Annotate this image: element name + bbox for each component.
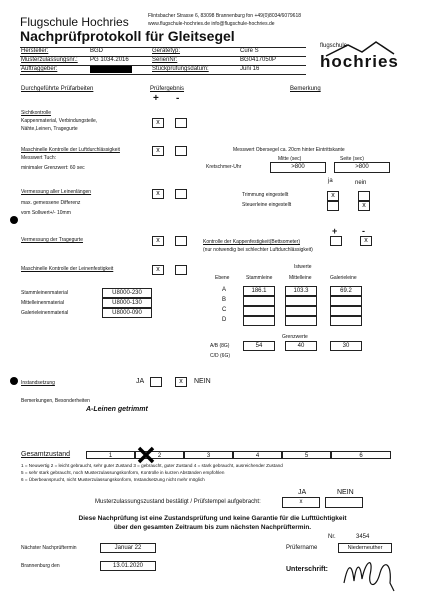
kappe-plus-sign: + [332, 226, 338, 236]
tragegurte-minus-checkbox[interactable] [175, 236, 187, 246]
obersegel-label: Messwert Obersegel ca. 20cm hinter Eintrittskante [233, 147, 345, 153]
vermessung-plus-checkbox[interactable]: x [152, 189, 164, 199]
cd-label: C/D (6G) [210, 353, 230, 359]
sicht-plus-checkbox[interactable]: x [152, 118, 164, 128]
unterschrift-label: Unterschrift: [286, 566, 329, 573]
row-label-d: D [222, 317, 227, 323]
minus-sign: - [176, 93, 180, 104]
contact-line: www.flugschule-hochries.de info@flugschule-hochries.de [148, 21, 275, 27]
hersteller-value: BGD [90, 48, 104, 54]
row-label-b: B [222, 297, 227, 303]
logo-top-text: flugschule [320, 43, 348, 49]
b-stamm-cell [243, 296, 275, 306]
mittel-header: Mittelleine [289, 275, 312, 281]
ort-value: 13.01.2020 [100, 561, 156, 571]
d-mittel-cell [285, 316, 317, 326]
instand-nein-checkbox[interactable]: x [175, 377, 187, 387]
serie-value: BG0417050P [240, 57, 277, 63]
bemerkungen-value: A-Leinen getrimmt [86, 406, 148, 413]
c-stamm-cell [243, 306, 275, 316]
legend-line2: 5 = sehr stark gebraucht, noch Musterzulassungskonform, Kontrolle in kurzen Abständen empfohlen [21, 470, 225, 475]
nein-label: nein [355, 180, 367, 186]
mitte-label: Mitte (sec) [278, 156, 302, 162]
serie-label: SerienNr: [152, 57, 178, 63]
plus-sign: + [153, 93, 159, 104]
rating-5[interactable]: 5 [282, 451, 331, 459]
istwerte-label: Istwerte [294, 264, 312, 270]
signature-icon [340, 553, 400, 593]
naechster-label: Nächster Nachprüftermin [21, 545, 77, 551]
instand-ja-label: JA [136, 378, 145, 385]
pruefer-label: Prüfername [286, 545, 318, 551]
muster-ja-label: JA [298, 489, 307, 496]
vermessung-line2: vom Sollwert+/- 10mm [21, 210, 71, 216]
a-galerie-cell: 69.2 [330, 286, 362, 296]
sicht-line2: Nähte,Leinen, Tragegurte [21, 126, 78, 132]
b-mittel-cell [285, 296, 317, 306]
logo-main-text: hochries [320, 52, 399, 71]
gz-value: PG 1034.2016 [90, 57, 129, 63]
galerie-header: Galerieleine [330, 275, 357, 281]
vermessung-minus-checkbox[interactable] [175, 189, 187, 199]
a-mittel-cell: 103.3 [285, 286, 317, 296]
seite-label: Seite (sec) [340, 156, 364, 162]
punch-hole-2 [10, 377, 18, 385]
gz-label: Musterzulassungsnr.: [21, 57, 78, 63]
kappe-note: (nur notwendig bei schlechter Luftdurchlässigkeit) [203, 247, 313, 253]
muster-nein-label: NEIN [337, 489, 354, 496]
steuer-label: Steuerleine eingestellt [242, 202, 292, 208]
datum-value: Juni 16 [240, 66, 260, 72]
kappe-title: Kontrolle der Kappenfestigkeit(Bettsometer) [203, 239, 300, 245]
brand-name: Flugschule Hochries [20, 15, 129, 29]
nr-label: Nr. [328, 534, 336, 540]
seite-value: >800 [334, 162, 390, 173]
galerie-material-label: Galerieleinenmaterial [21, 310, 69, 316]
luft-title: Maschinelle Kontrolle der Luftdurchlässigkeit [21, 147, 120, 153]
row-label-a: A [222, 287, 227, 293]
trimmung-ja-checkbox[interactable]: x [327, 191, 339, 201]
muster-label: Musterzulassungszustand bestätigt / Prüfstempel aufgebracht: [95, 499, 261, 505]
col-bemerkung: Bemerkung [290, 86, 321, 92]
luft-grenzwert: minimaler Grenzwert: 60 sec [21, 165, 85, 171]
ebene-header: Ebene [215, 275, 230, 281]
a-stamm-cell: 186.1 [243, 286, 275, 296]
rating-6[interactable]: 6 [331, 451, 391, 459]
instand-title: Instandsetzung [21, 380, 55, 386]
kappe-plus-checkbox[interactable] [330, 236, 342, 246]
uhr-label: Kretschmer-Uhr [206, 164, 242, 170]
disclaimer-line2: über den gesamten Zeitraum bis zum nächsten Nachprüftermin. [113, 524, 312, 531]
luft-plus-checkbox[interactable]: x [152, 146, 164, 156]
stamm-material-value: U8000-230 [102, 288, 152, 298]
mitte-value: >800 [270, 162, 326, 173]
vermessung-line1: max. gemessene Differenz [21, 200, 81, 206]
address: Flintsbacher Strasse 6, 83098 Brannenburg fon +49(0)8034/6079618 [148, 13, 302, 19]
instand-nein-label: NEIN [194, 378, 211, 385]
bemerkungen-label: Bemerkungen, Besonderheiten [21, 398, 90, 404]
tragegurte-title: Vermessung der Tragegurte [21, 237, 83, 243]
redacted-client [90, 66, 132, 73]
steuer-ja-checkbox[interactable] [327, 201, 339, 211]
tragegurte-plus-checkbox[interactable]: x [152, 236, 164, 246]
b-galerie-cell [330, 296, 362, 306]
mittel-material-value: U8000-130 [102, 298, 152, 308]
vermessung-title: Vermessung aller Leinenlängen [21, 189, 92, 195]
mittel-material-label: Mittelleinenmaterial [21, 300, 65, 306]
sicht-line1: Kappenmaterial, Verbindungsteile, [21, 118, 98, 124]
legend-line1: 1 = Neuwertig 2 = leicht gebraucht, sehr guter Zustand 3 = gebraucht, guter Zustand 4 = stark gebraucht, ausreichender Zustand [21, 463, 283, 468]
col-arbeiten: Durchgeführte Prüfarbeiten [21, 86, 94, 92]
typ-label: Gerätetyp: [152, 48, 181, 54]
row-label-c: C [222, 307, 227, 313]
rating-1[interactable]: 1 [86, 451, 135, 459]
ort-label: Brannenburg den [21, 563, 60, 569]
rating-4[interactable]: 4 [233, 451, 282, 459]
kappe-minus-sign: - [362, 226, 365, 236]
c-mittel-cell [285, 306, 317, 316]
muster-nein-box[interactable] [325, 497, 363, 508]
pruefer-value: Niederneuther [338, 543, 392, 553]
trimmung-nein-checkbox[interactable] [358, 191, 370, 201]
luft-minus-checkbox[interactable] [175, 146, 187, 156]
leinen-plus-checkbox[interactable]: x [152, 265, 164, 275]
c-galerie-cell [330, 306, 362, 316]
ab-mittel-cell: 40 [285, 341, 317, 351]
sicht-title: Sichtkontrolle [21, 110, 52, 116]
instand-ja-checkbox[interactable] [150, 377, 162, 387]
leinen-title: Maschinelle Kontrolle der Leinenfestigkeit [21, 266, 114, 272]
ab-stamm-cell: 54 [243, 341, 275, 351]
stamm-material-label: Stammleinenmaterial [21, 290, 68, 296]
hersteller-label: Hersteller: [21, 48, 49, 54]
datum-label: Stückprüfungsdatum: [152, 66, 209, 72]
sicht-minus-checkbox[interactable] [175, 118, 187, 128]
nr-value: 3454 [356, 534, 370, 540]
rating-2[interactable]: 2 [135, 451, 184, 459]
auftrag-label: Auftraggeber: [21, 66, 58, 72]
page-title: Nachprüfprotokoll für Gleitsegel [20, 28, 235, 44]
ab-label: A/B (8G) [210, 343, 230, 349]
d-galerie-cell [330, 316, 362, 326]
rating-3[interactable]: 3 [184, 451, 233, 459]
d-stamm-cell [243, 316, 275, 326]
ab-galerie-cell: 30 [330, 341, 362, 351]
typ-value: Cure S [240, 48, 259, 54]
legend-line3: 6 = Überbeansprucht, nicht Musterzulassungskonform, Instandsetzung nicht mehr möglich [21, 477, 205, 482]
rating-cross-mark-icon [136, 445, 156, 465]
punch-hole-1 [10, 216, 18, 224]
col-ergebnis: Prüfergebnis [150, 86, 185, 92]
grenzwerte-label: Grenzwerte [282, 334, 308, 340]
luft-messwert: Messwert Tuch: [21, 155, 57, 161]
steuer-nein-checkbox[interactable]: x [358, 201, 370, 211]
galerie-material-value: U8000-090 [102, 308, 152, 318]
gesamt-title: Gesamtzustand [21, 451, 71, 458]
ja-label: ja [328, 178, 333, 184]
logo [318, 40, 399, 78]
disclaimer-line1: Diese Nachprüfung ist eine Zustandsprüfung und keine Garantie für die Lufttüchtigkeit [78, 515, 347, 522]
naechster-value: Januar 22 [100, 543, 156, 553]
stamm-header: Stammleine [246, 275, 273, 281]
kappe-minus-checkbox[interactable]: x [360, 236, 372, 246]
trimmung-label: Trimmung eingestellt [242, 192, 289, 198]
leinen-minus-checkbox[interactable] [175, 265, 187, 275]
muster-ja-box[interactable]: x [282, 497, 320, 508]
